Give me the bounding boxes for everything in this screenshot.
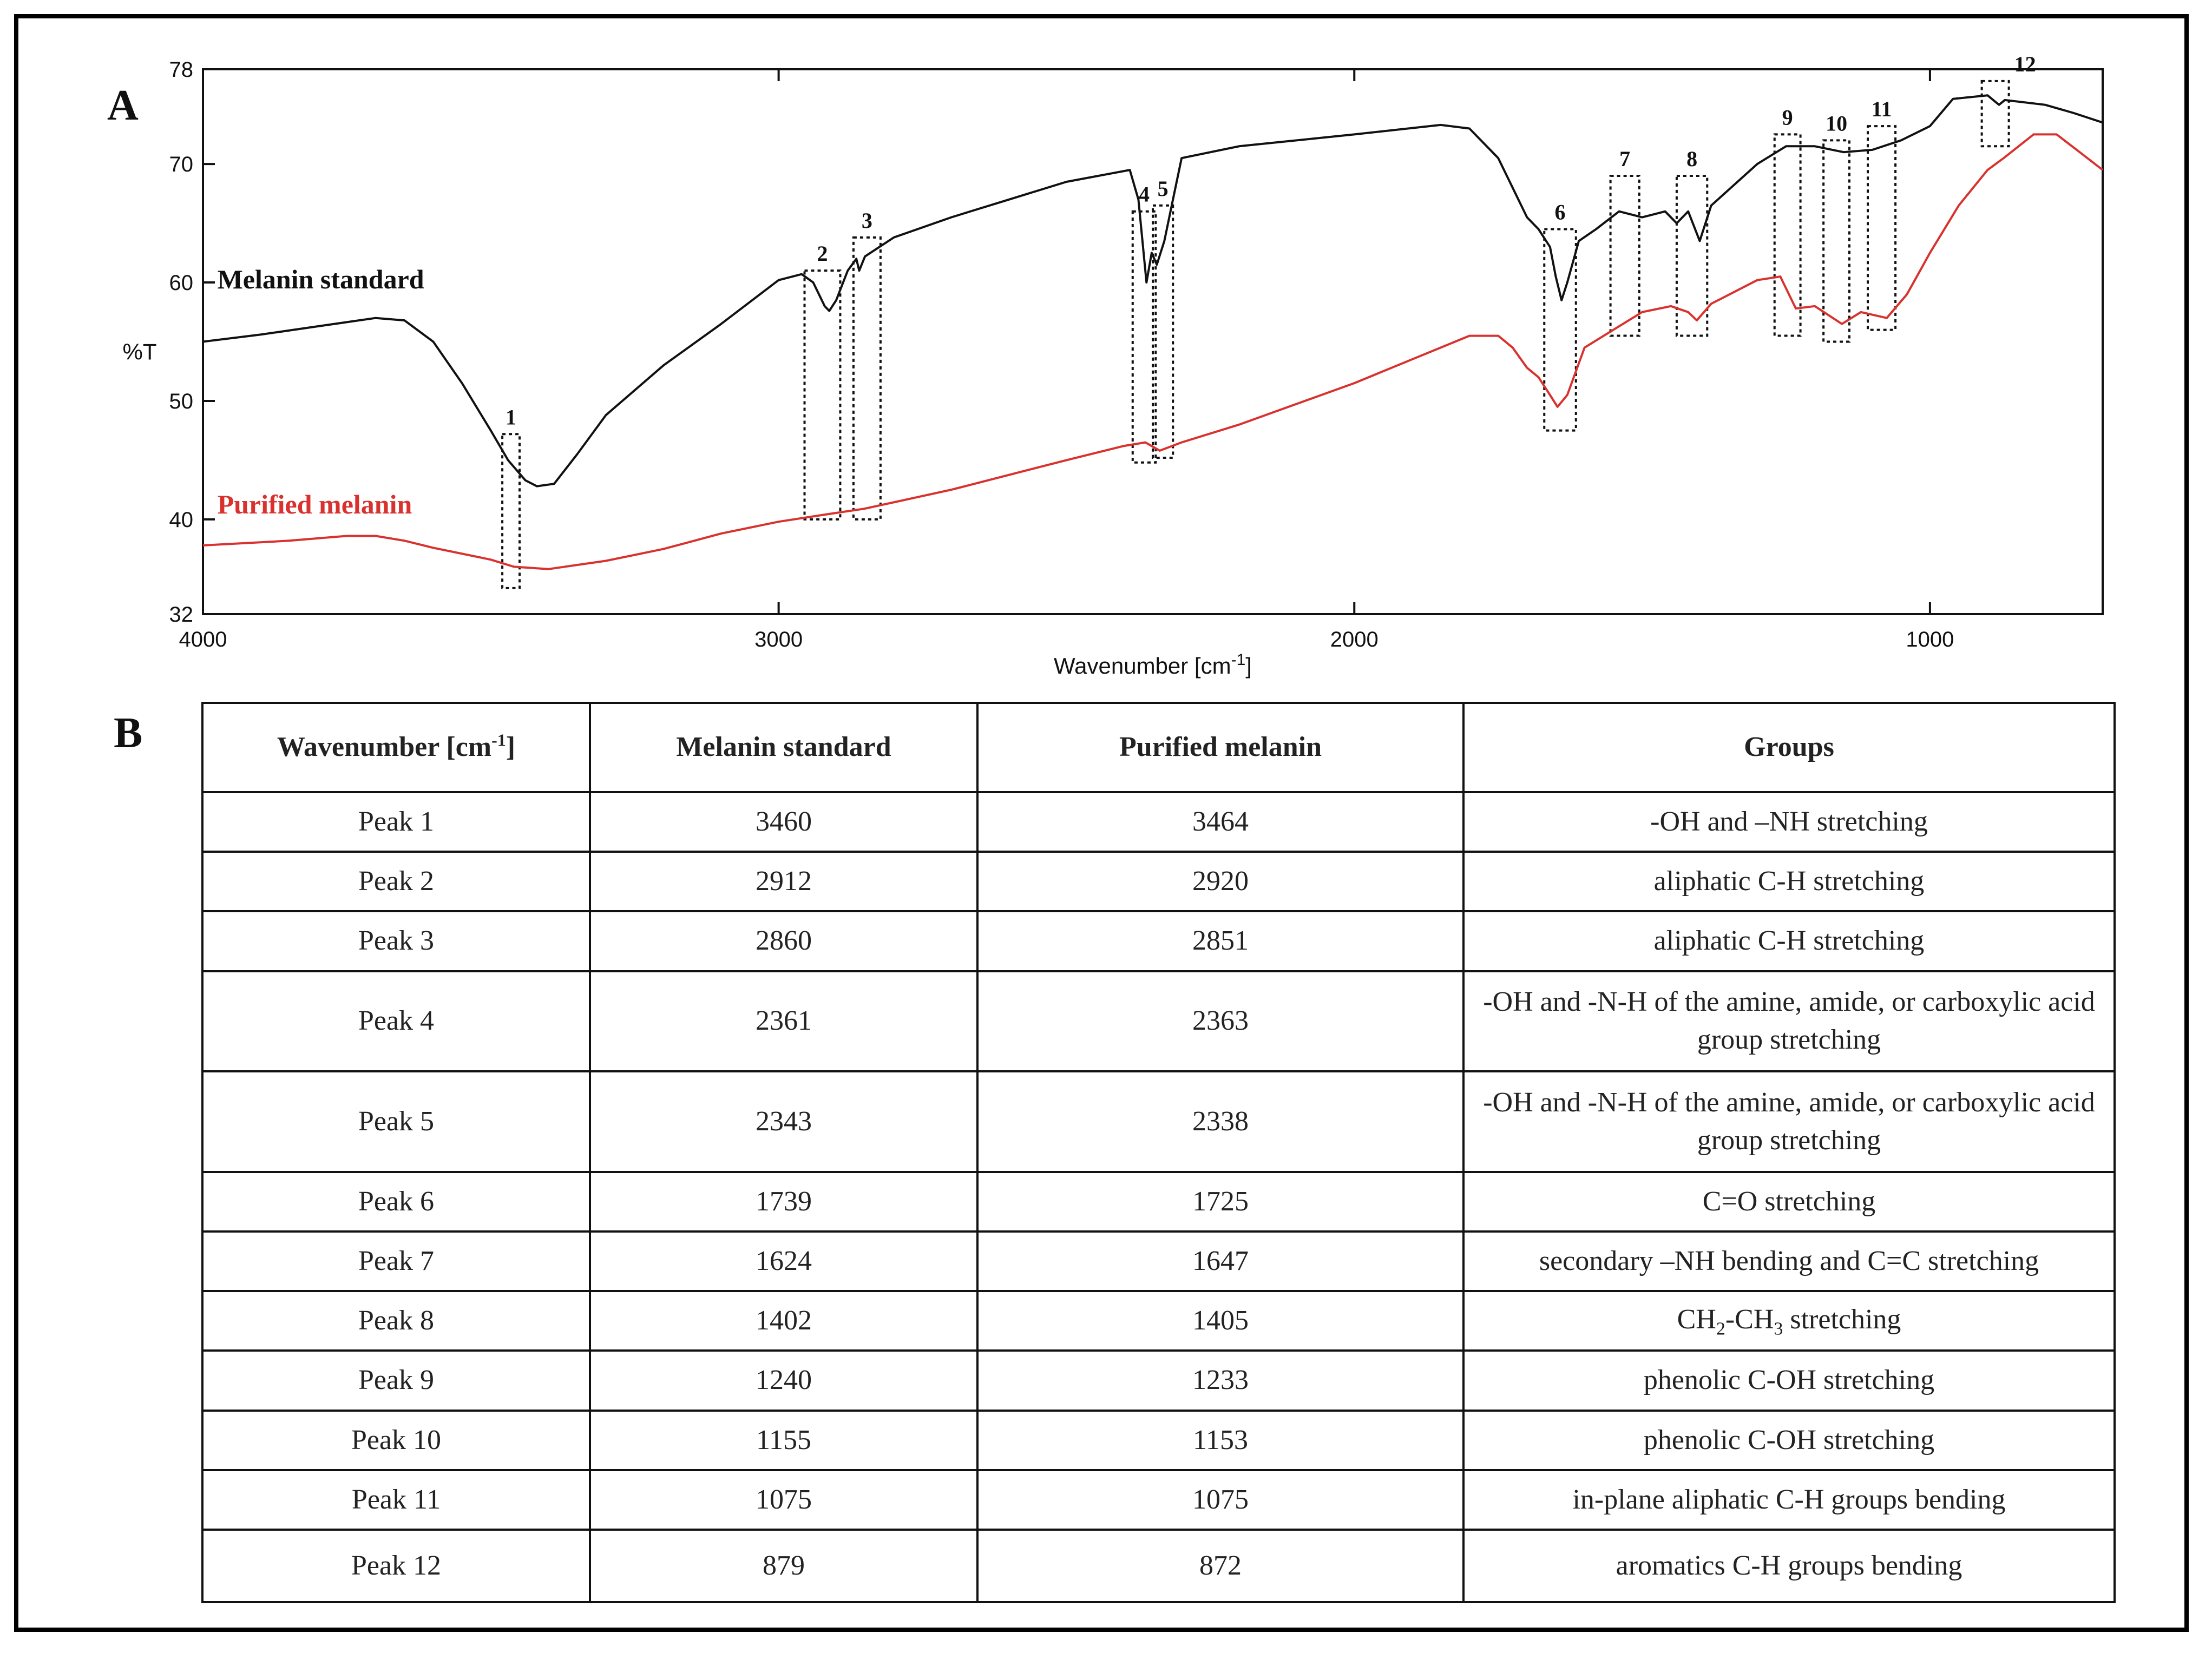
x-tick-label: 1000 <box>1906 628 1954 651</box>
peak-label-2: 2 <box>817 241 828 266</box>
melanin-standard-cell: 1624 <box>590 1231 977 1291</box>
peak-box-6 <box>1544 229 1576 431</box>
header-groups: Groups <box>1463 703 2115 792</box>
groups-cell: $CH_2-CH_3$ stretching <box>1463 1291 2115 1351</box>
peak-cell: Peak 5 <box>202 1071 590 1171</box>
panel-a-letter: A <box>107 82 139 129</box>
purified-melanin-label: Purified melanin <box>217 489 412 519</box>
peak-box-9 <box>1775 134 1801 335</box>
melanin-standard-cell: 1402 <box>590 1291 977 1351</box>
table-row <box>202 911 2115 971</box>
ftir-spectrum-chart <box>0 0 2212 698</box>
peak-label-7: 7 <box>1619 147 1631 172</box>
groups-cell: -OH and -N-H of the amine, amide, or carboxylic acid group stretching <box>1463 1071 2115 1171</box>
y-tick-label: 40 <box>169 508 193 532</box>
peak-label-10: 10 <box>1826 111 1848 136</box>
x-axis-label: Wavenumber $[cm^{-1}]$ <box>1054 651 1252 679</box>
melanin-standard-cell: 1240 <box>590 1351 977 1410</box>
peak-label-12: 12 <box>2014 51 2036 76</box>
peak-box-2 <box>805 271 841 519</box>
table-row <box>202 1530 2115 1602</box>
peak-assignment-table-wrap <box>201 702 2113 1603</box>
groups-cell: aliphatic C-H stretching <box>1463 852 2115 911</box>
melanin-standard-cell: 1739 <box>590 1172 977 1231</box>
peak-cell: Peak 4 <box>202 971 590 1071</box>
purified-melanin-cell: 2338 <box>977 1071 1463 1171</box>
groups-cell: phenolic C-OH stretching <box>1463 1411 2115 1470</box>
peak-cell: Peak 7 <box>202 1231 590 1291</box>
purified-melanin-cell: 2363 <box>977 971 1463 1071</box>
peak-cell: Peak 2 <box>202 852 590 911</box>
annotation-boxes <box>502 52 2036 588</box>
peak-label-6: 6 <box>1554 200 1566 225</box>
peak-box-10 <box>1823 140 1849 341</box>
peak-label-11: 11 <box>1871 97 1892 122</box>
table-row <box>202 792 2115 852</box>
peak-box-12 <box>1982 81 2009 146</box>
plot-area-border <box>203 69 2103 614</box>
y-axis-label: %T <box>122 339 157 365</box>
peak-cell: Peak 12 <box>202 1530 590 1602</box>
table-row <box>202 971 2115 1071</box>
peak-cell: Peak 8 <box>202 1291 590 1351</box>
peak-cell: Peak 1 <box>202 792 590 852</box>
peak-label-8: 8 <box>1686 147 1698 172</box>
peak-cell: Peak 11 <box>202 1470 590 1530</box>
chart-labels <box>218 264 424 519</box>
table-row <box>202 1231 2115 1291</box>
purified-melanin-cell: 1153 <box>977 1411 1463 1470</box>
peak-label-1: 1 <box>506 405 517 430</box>
x-tick-label: 2000 <box>1330 628 1379 651</box>
peak-cell: Peak 9 <box>202 1351 590 1410</box>
melanin-standard-cell: 1075 <box>590 1470 977 1530</box>
groups-cell: aliphatic C-H stretching <box>1463 911 2115 971</box>
header-wavenumber: Wavenumber $[cm^{-1}]$ <box>202 703 590 792</box>
peak-box-8 <box>1677 176 1707 336</box>
peak-cell: Peak 6 <box>202 1172 590 1231</box>
x-tick-label: 4000 <box>179 628 227 651</box>
groups-cell: phenolic C-OH stretching <box>1463 1351 2115 1410</box>
table-row <box>202 1470 2115 1530</box>
table-row <box>202 1071 2115 1171</box>
peak-cell: Peak 10 <box>202 1411 590 1470</box>
table-row <box>202 1172 2115 1231</box>
groups-cell: -OH and -N-H of the amine, amide, or carboxylic acid group stretching <box>1463 971 2115 1071</box>
peak-label-5: 5 <box>1157 176 1169 201</box>
y-tick-label: 32 <box>169 603 193 627</box>
melanin-standard-cell: 2860 <box>590 911 977 971</box>
peak-box-11 <box>1868 126 1895 330</box>
x-tick-label: 3000 <box>754 628 803 651</box>
melanin-standard-cell: 2912 <box>590 852 977 911</box>
table-body <box>202 792 2115 1602</box>
y-tick-label: 70 <box>169 153 193 177</box>
purified-melanin-cell: 1725 <box>977 1172 1463 1231</box>
groups-cell: secondary –NH bending and C=C stretching <box>1463 1231 2115 1291</box>
header-purified-melanin: Purified melanin <box>977 703 1463 792</box>
peak-label-3: 3 <box>861 208 872 233</box>
melanin-standard-cell: 1155 <box>590 1411 977 1470</box>
table-row <box>202 1411 2115 1470</box>
groups-cell: in-plane aliphatic C-H groups bending <box>1463 1470 2115 1530</box>
purified-melanin-cell: 3464 <box>977 792 1463 852</box>
purified-melanin-cell: 1075 <box>977 1470 1463 1530</box>
y-tick-label: 60 <box>169 271 193 295</box>
panel-b-letter: B <box>114 709 143 757</box>
purified-melanin-cell: 1233 <box>977 1351 1463 1410</box>
table-row <box>202 1291 2115 1351</box>
header-melanin-standard: Melanin standard <box>590 703 977 792</box>
melanin-standard-cell: 2343 <box>590 1071 977 1171</box>
peak-box-7 <box>1611 176 1639 336</box>
peak-box-3 <box>854 238 881 519</box>
melanin-standard-label: Melanin standard <box>217 264 424 294</box>
y-tick-label: 78 <box>169 58 193 82</box>
melanin-standard-cell: 2361 <box>590 971 977 1071</box>
chart-axes <box>123 58 2103 679</box>
purified-melanin-cell: 1405 <box>977 1291 1463 1351</box>
table-row <box>202 852 2115 911</box>
groups-cell: aromatics C-H groups bending <box>1463 1530 2115 1602</box>
melanin-standard-line <box>203 95 2103 486</box>
groups-cell: C=O stretching <box>1463 1172 2115 1231</box>
peak-label-4: 4 <box>1139 182 1150 207</box>
y-tick-label: 50 <box>169 389 193 413</box>
purified-melanin-cell: 872 <box>977 1530 1463 1602</box>
groups-cell: -OH and –NH stretching <box>1463 792 2115 852</box>
table-header-row <box>202 703 2115 792</box>
peak-assignment-table <box>201 702 2116 1603</box>
purified-melanin-cell: 2920 <box>977 852 1463 911</box>
table-row <box>202 1351 2115 1410</box>
purified-melanin-cell: 2851 <box>977 911 1463 971</box>
melanin-standard-cell: 879 <box>590 1530 977 1602</box>
melanin-standard-cell: 3460 <box>590 792 977 852</box>
peak-cell: Peak 3 <box>202 911 590 971</box>
peak-label-9: 9 <box>1782 105 1793 130</box>
purified-melanin-cell: 1647 <box>977 1231 1463 1291</box>
